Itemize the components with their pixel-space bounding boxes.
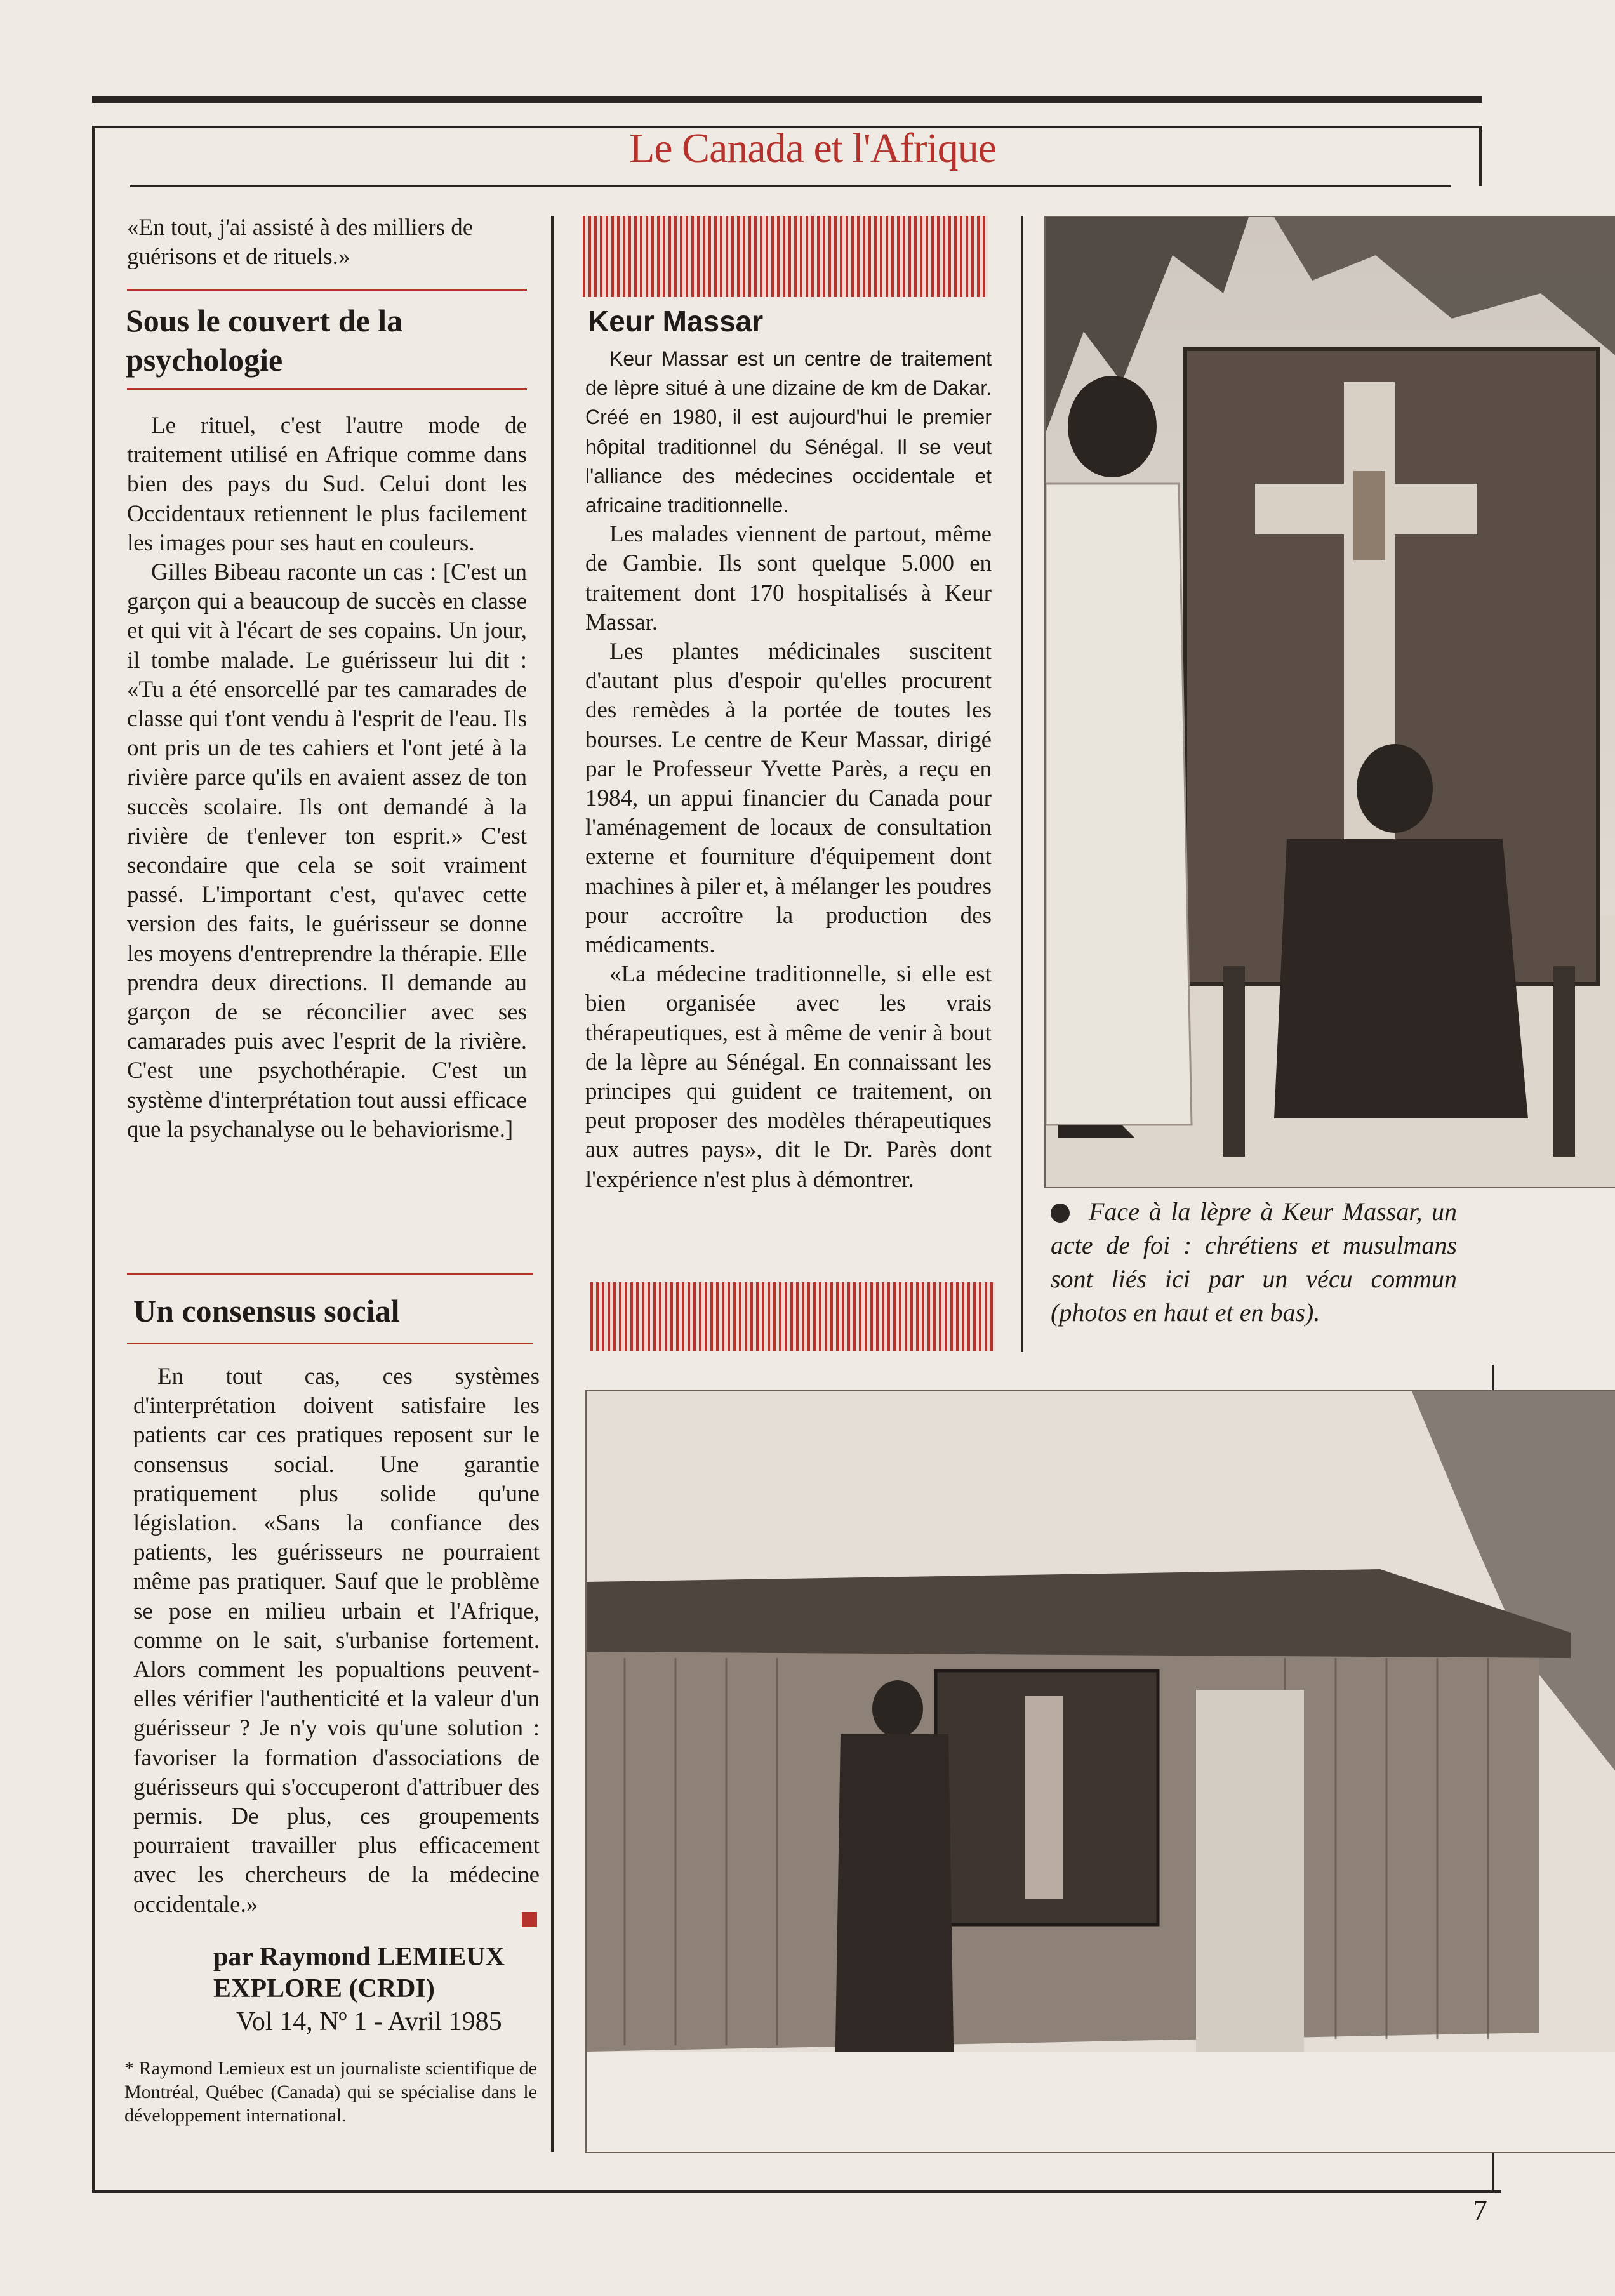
top-thick-rule [92,96,1482,103]
paragraph: «La médecine traditionnelle, si elle est bien organisée avec les vrais thérapeutiques, est à même de venir à bout de la lèpre au Sénégal. En connaissant les principes qui guident ce traitement, on peut proposer des modèles thérapeutiques aux autres pays», dit le Dr. Parès dont l'expérience n'est plus à démontrer. [585,961,992,1193]
header-underline [130,185,1451,187]
frame-right-rule [1479,126,1482,186]
paragraph: Les malades viennent de partout, même de Gambie. Ils sont quelque 5.000 en traitement dont 170 hospitalisés à Keur Massar. [585,521,992,635]
hatched-band-bottom [590,1282,995,1351]
page-header-title: Le Canada et l'Afrique [628,125,997,171]
column-divider-left [551,216,554,2152]
photo-caption: Face à la lèpre à Keur Massar, un acte de foi : chrétiens et musulmans sont liés ici par un vécu commun (photos en haut et en bas). [1051,1197,1457,1327]
byline-issue: Vol 14, Nº 1 - Avril 1985 [236,2007,502,2036]
author-footnote: * Raymond Lemieux est un journaliste scientifique de Montréal, Québec (Canada) qui se spécialise dans le développement international. [124,2058,537,2126]
byline-author: par Raymond LEMIEUX [213,1942,505,1972]
end-of-article-mark [522,1912,537,1927]
photo-hut [585,1390,1615,2153]
paragraph: Le rituel, c'est l'autre mode de traitement utilisé en Afrique comme dans bien des pays du Sud. Celui dont les Occidentaux retiennent le plus facilement les images pour ses haut en couleurs. [127,413,527,556]
paragraph: Gilles Bibeau raconte un cas : [C'est un garçon qui a beaucoup de succès en classe et qui vit à l'écart de ses copains. Un jour, il tombe malade. Le guérisseur lui dit : «Tu a été ensorcellé par tes camarades de classe qui t'ont vendu à l'esprit de l'eau. Ils ont pris un de tes cahiers et l'ont jeté à la rivière parce qu'ils en avaient assez de ton succès scolaire. Ils ont demandé à la rivière de t'enlever ton esprit.» C'est secondaire que cela se soit vraiment passé. L'important c'est, qu'avec cette version des faits, le guérisseur se donne les moyens d'entreprendre la thérapie. Elle prendra deux directions. Il demande au garçon de se réconcilier avec ses camarades puis avec l'esprit de la rivière. C'est une psychothérapie. C'est un système d'interprétation tout aussi efficace que la psychanalyse ou le behaviorisme.] [127,559,527,1143]
column-divider-right [1021,216,1023,1352]
frame-bottom-rule [92,2190,1501,2193]
red-rule-1 [127,289,527,291]
paragraph: En tout cas, ces systèmes d'interprétation doivent satisfaire les patients car ces pratiques reposent sur le consensus social. Une garantie pratiquement plus solide qu'une législation. «Sans la confiance des patients, les guérisseurs ne pourraient même pas pratiquer. Sauf que le problème se pose en milieu urbain et l'Afrique, comme on le sait, s'urbanise fortement. Alors comment les popualtions peuvent-elles vérifier l'authenticité et la valeur d'un guérisseur ? Je n'y vois qu'une solution : favoriser la formation d'associations de guérisseurs qui s'occuperont d'attribuer des permis. De plus, ces groupements pourraient travailler plus efficacement avec les chercheurs de la médecine occidentale.» [133,1364,540,1918]
paragraph: Keur Massar est un centre de traitement de lèpre situé à une dizaine de km de Dakar. Créé en 1980, il est aujourd'hui le premier hôpital traditionnel du Sénégal. Il se veut l'alliance des médecines occidentale et africaine traditionnelle. [585,347,992,517]
pull-quote: «En tout, j'ai assisté à des milliers de guérisons et de rituels.» [127,215,474,270]
article-body-section1 [127,411,527,1145]
red-rule-2 [127,388,527,390]
sidebar-heading: Keur Massar [588,305,764,338]
sidebar-body [585,344,992,1195]
hatched-band-top [583,216,988,297]
paragraph: Les plantes médicinales suscitent d'autant plus d'espoir qu'elles procurent des remèdes à la portée de toutes les bourses. Le centre de Keur Massar, dirigé par le Professeur Yvette Parès, a reçu en 1984, un appui financier du Canada pour l'aménagement de locaux de consultation externe et fourniture d'équipement dont machines à piler et, à mélanger les poudres pour accroître la production des médicaments. [585,639,992,959]
article-body-section2 [133,1362,540,1920]
photo-cross-sign [1044,216,1615,1188]
red-rule-3 [127,1273,533,1275]
red-rule-4 [127,1343,533,1344]
section-heading-consensus: Un consensus social [133,1293,400,1329]
frame-left-rule [92,126,95,2192]
page-number: 7 [1473,2194,1487,2226]
byline-publication: EXPLORE (CRDI) [213,1974,435,2003]
section-heading-psychologie: Sous le couvert de la psychologie [126,303,403,378]
